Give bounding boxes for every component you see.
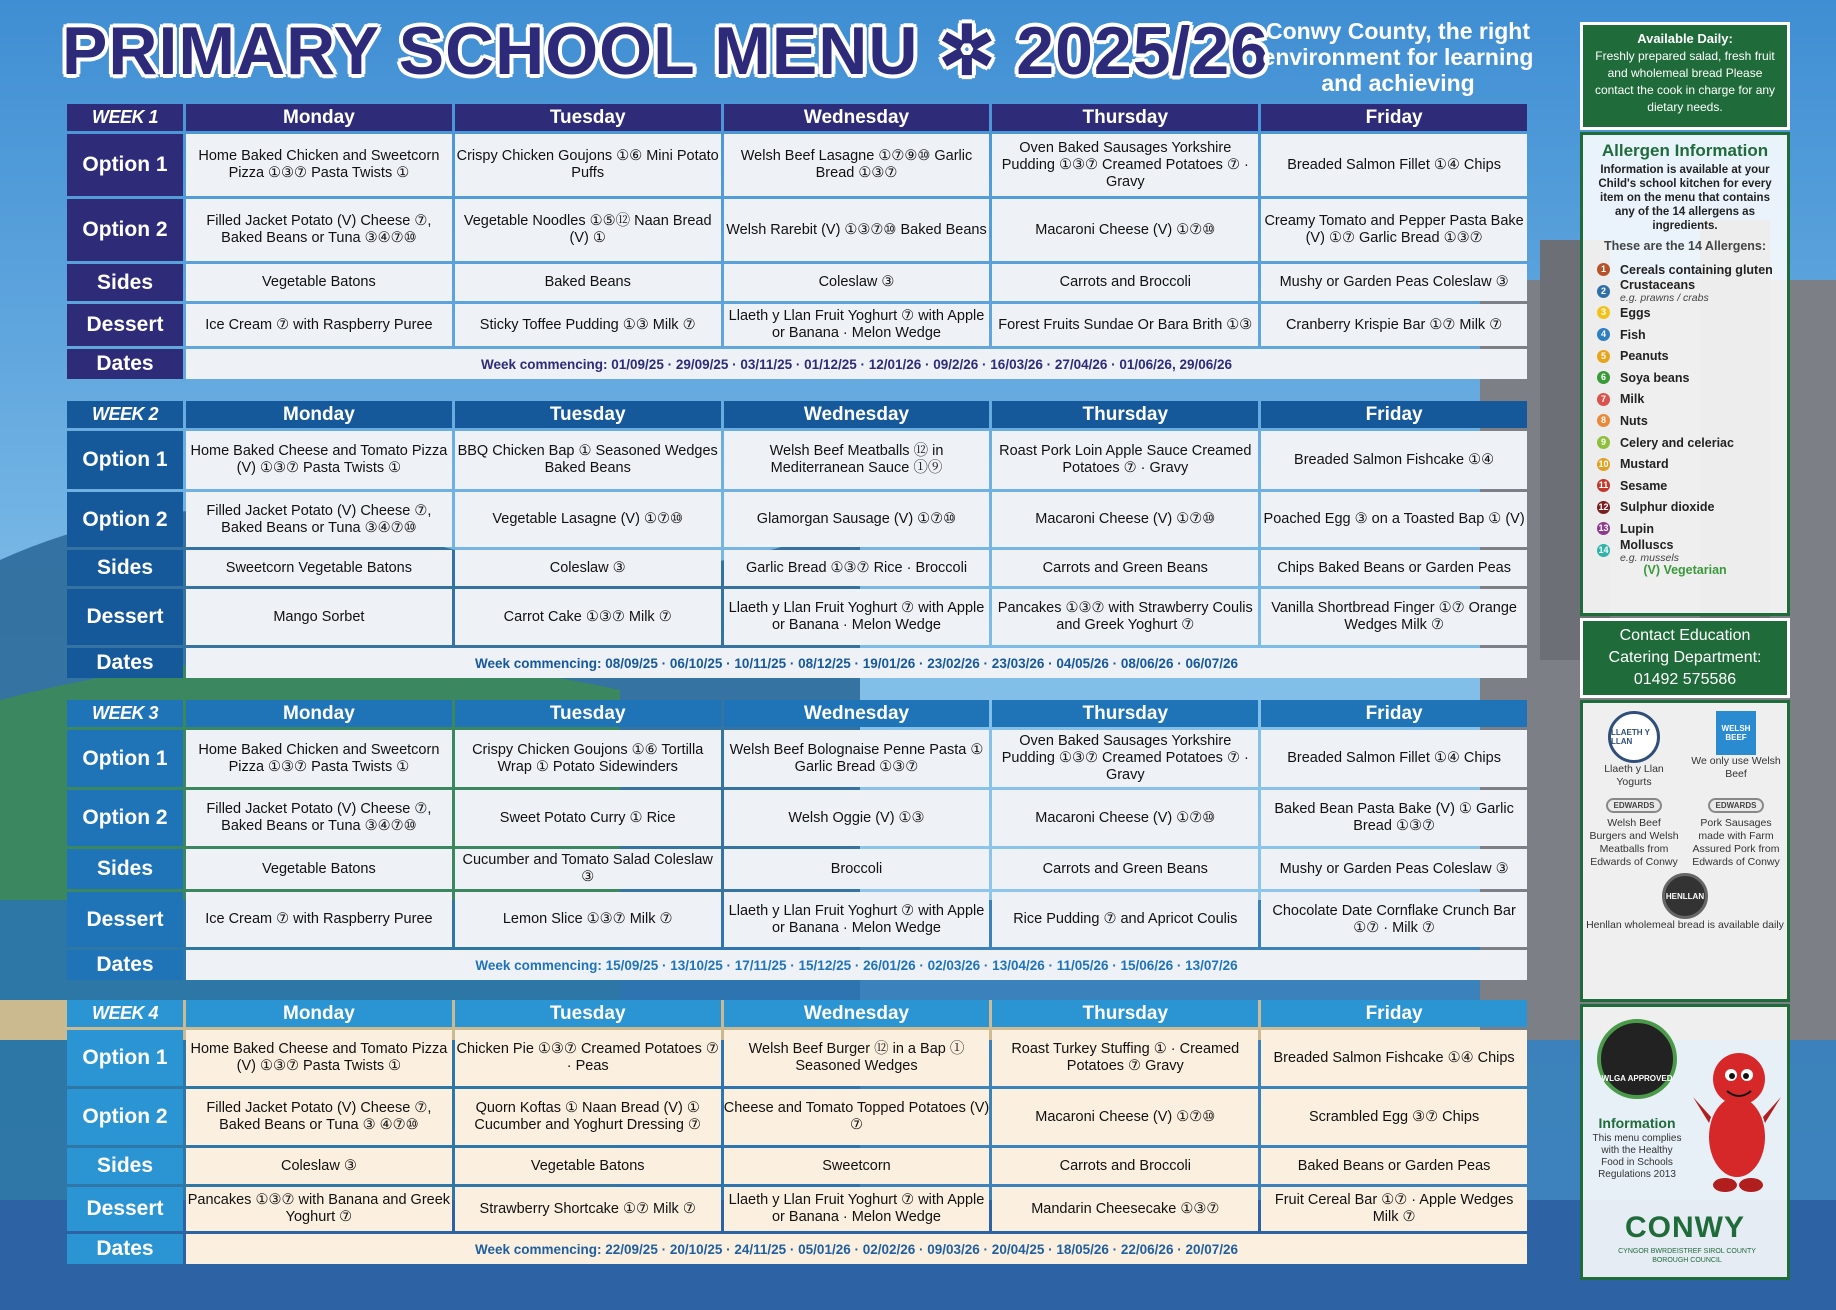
allergen-panel	[1580, 132, 1790, 616]
menu-cell: Llaeth y Llan Fruit Yoghurt ⑦ with Apple or Banana · Melon Wedge	[724, 589, 990, 645]
menu-cell: Vegetable Batons	[186, 264, 452, 301]
menu-cell: Mandarin Cheesecake ①③⑦	[992, 1187, 1258, 1231]
menu-cell: Macaroni Cheese (V) ①⑦⑩	[992, 199, 1258, 261]
allergen-name: Mustard	[1620, 457, 1669, 472]
menu-cell: Forest Fruits Sundae Or Bara Brith ①③	[992, 304, 1258, 346]
allergen-number-icon: 7	[1597, 393, 1610, 406]
day-monday: Monday	[186, 700, 452, 727]
contact-text: Contact Education Catering Department: 01492 575586	[1608, 627, 1762, 688]
allergen-example: e.g. mussels	[1620, 551, 1679, 564]
allergen-name: Crustaceans	[1620, 278, 1696, 293]
allergen-intro: Information is available at your Child's school kitchen for every item on the menu that contains any of the 14 allergens as ingredients.	[1598, 164, 1772, 232]
vegetarian-key: (V) Vegetarian	[1643, 563, 1727, 578]
allergen-name: Eggs	[1620, 305, 1651, 320]
allergen-item	[1597, 518, 1787, 540]
menu-cell: Oven Baked Sausages Yorkshire Pudding ①③⑦ Creamed Potatoes ⑦ · Gravy	[992, 134, 1258, 196]
allergen-number-icon: 5	[1597, 350, 1610, 363]
menu-cell: Breaded Salmon Fishcake ①④ Chips	[1261, 1030, 1527, 1086]
henllan-logo: HENLLAN	[1662, 873, 1708, 919]
day-tuesday: Tuesday	[455, 104, 721, 131]
menu-cell: Strawberry Shortcake ①⑦ Milk ⑦	[455, 1187, 721, 1231]
logo-caption: Pork Sausages made with Farm Assured Pork from Edwards of Conwy	[1692, 817, 1780, 868]
logo-caption: Henllan wholemeal bread is available daily	[1586, 919, 1784, 931]
allergen-item	[1597, 345, 1787, 367]
week-label: WEEK 2	[67, 401, 183, 428]
menu-cell: Chicken Pie ①③⑦ Creamed Potatoes ⑦ · Peas	[455, 1030, 721, 1086]
allergen-name: Cereals containing gluten	[1620, 262, 1773, 277]
menu-cell: Carrots and Green Beans	[992, 849, 1258, 889]
allergen-name: Peanuts	[1620, 349, 1669, 364]
menu-cell: Home Baked Chicken and Sweetcorn Pizza ①③⑦ Pasta Twists ①	[186, 134, 452, 196]
week-dates: Week commencing: 08/09/25 · 06/10/25 · 10/11/25 · 08/12/25 · 19/01/26 · 23/02/26 · 23/03/26 · 04/05/26 · 08/06/26 · 06/07/26	[186, 648, 1527, 678]
menu-cell: Filled Jacket Potato (V) Cheese ⑦, Baked Beans or Tuna ③④⑦⑩	[186, 199, 452, 261]
menu-cell: Lemon Slice ①③⑦ Milk ⑦	[455, 892, 721, 947]
allergen-title: Allergen Information	[1601, 141, 1769, 160]
row-label-dessert: Dessert	[67, 892, 183, 947]
allergen-item	[1597, 389, 1787, 411]
allergen-number-icon: 9	[1597, 436, 1610, 449]
menu-cell: Cheese and Tomato Topped Potatoes (V) ⑦	[724, 1089, 990, 1145]
dragon-mascot-icon	[1687, 1027, 1783, 1197]
menu-cell: Mushy or Garden Peas Coleslaw ③	[1261, 264, 1527, 301]
menu-cell: Vegetable Batons	[186, 849, 452, 889]
wlga-badge-icon	[1597, 1019, 1677, 1099]
menu-cell: Welsh Beef Bolognaise Penne Pasta ① Garlic Bread ①③⑦	[724, 730, 990, 787]
menu-cell: Welsh Rarebit (V) ①③⑦⑩ Baked Beans	[724, 199, 990, 261]
menu-cell: Roast Pork Loin Apple Sauce Creamed Potatoes ⑦ · Gravy	[992, 431, 1258, 489]
menu-cell: Crispy Chicken Goujons ①⑥ Mini Potato Puffs	[455, 134, 721, 196]
row-label-option-2: Option 2	[67, 199, 183, 261]
menu-cell: Ice Cream ⑦ with Raspberry Puree	[186, 892, 452, 947]
wlga-badge-text: WLGA APPROVED	[1601, 1074, 1673, 1083]
menu-cell: Glamorgan Sausage (V) ①⑦⑩	[724, 492, 990, 547]
allergen-item	[1597, 259, 1787, 281]
menu-cell: Filled Jacket Potato (V) Cheese ⑦, Baked Beans or Tuna ③④⑦⑩	[186, 790, 452, 846]
menu-cell: Pancakes ①③⑦ with Strawberry Coulis and Greek Yoghurt ⑦	[992, 589, 1258, 645]
menu-cell: Carrot Cake ①③⑦ Milk ⑦	[455, 589, 721, 645]
allergen-item	[1597, 475, 1787, 497]
logo-caption: We only use Welsh Beef	[1691, 755, 1781, 780]
menu-cell: Broccoli	[724, 849, 990, 889]
allergen-name: Sulphur dioxide	[1620, 500, 1715, 515]
menu-cell: Mushy or Garden Peas Coleslaw ③	[1261, 849, 1527, 889]
day-tuesday: Tuesday	[455, 1000, 721, 1027]
conwy-logo: CONWY	[1625, 1211, 1745, 1244]
allergen-item	[1597, 278, 1787, 305]
week-label: WEEK 1	[67, 104, 183, 131]
menu-cell: Sweet Potato Curry ① Rice	[455, 790, 721, 846]
menu-cell: Mango Sorbet	[186, 589, 452, 645]
menu-cell: Breaded Salmon Fishcake ①④	[1261, 431, 1527, 489]
suppliers-panel	[1580, 700, 1790, 1002]
row-label-option-2: Option 2	[67, 790, 183, 846]
menu-cell: Filled Jacket Potato (V) Cheese ⑦, Baked Beans or Tuna ③ ④⑦⑩	[186, 1089, 452, 1145]
menu-cell: Cranberry Krispie Bar ①⑦ Milk ⑦	[1261, 304, 1527, 346]
row-label-sides: Sides	[67, 1148, 183, 1184]
menu-cell: Welsh Beef Burger ⑫ in a Bap ① Seasoned Wedges	[724, 1030, 990, 1086]
menu-cell: Carrots and Green Beans	[992, 550, 1258, 586]
menu-cell: Baked Beans	[455, 264, 721, 301]
menu-cell: Ice Cream ⑦ with Raspberry Puree	[186, 304, 452, 346]
row-label-option-1: Option 1	[67, 431, 183, 489]
allergen-name: Milk	[1620, 392, 1645, 407]
allergen-item	[1597, 367, 1787, 389]
allergen-example: e.g. prawns / crabs	[1620, 292, 1709, 305]
allergen-number-icon: 14	[1598, 545, 1609, 556]
available-daily-text: Freshly prepared salad, fresh fruit and wholemeal bread Please contact the cook in charge for any dietary needs.	[1594, 49, 1776, 114]
allergen-number-icon: 4	[1597, 328, 1610, 341]
week-3-table	[64, 697, 1530, 983]
row-label-sides: Sides	[67, 550, 183, 586]
menu-cell: Breaded Salmon Fillet ①④ Chips	[1261, 730, 1527, 787]
menu-cell: Chocolate Date Cornflake Crunch Bar ①⑦ · Milk ⑦	[1261, 892, 1527, 947]
menu-cell: Coleslaw ③	[455, 550, 721, 586]
allergen-number-icon: 3	[1597, 306, 1610, 319]
row-label-dates: Dates	[67, 648, 183, 678]
allergen-item	[1597, 537, 1787, 564]
menu-cell: Baked Bean Pasta Bake (V) ① Garlic Bread ①③⑦	[1261, 790, 1527, 846]
available-daily-title: Available Daily:	[1637, 31, 1733, 46]
allergen-item	[1597, 453, 1787, 475]
allergen-name: Fish	[1620, 327, 1646, 342]
allergen-item	[1597, 432, 1787, 454]
allergen-name: Soya beans	[1620, 370, 1690, 385]
menu-cell: Oven Baked Sausages Yorkshire Pudding ①③⑦ Creamed Potatoes ⑦ · Gravy	[992, 730, 1258, 787]
allergen-name: Celery and celeriac	[1620, 435, 1734, 450]
allergen-number-icon: 12	[1598, 501, 1609, 512]
allergen-number-icon: 8	[1597, 414, 1610, 427]
menu-cell: BBQ Chicken Bap ① Seasoned Wedges Baked Beans	[455, 431, 721, 489]
day-friday: Friday	[1261, 1000, 1527, 1027]
menu-cell: Pancakes ①③⑦ with Banana and Greek Yoghurt ⑦	[186, 1187, 452, 1231]
day-monday: Monday	[186, 1000, 452, 1027]
allergen-name: Nuts	[1620, 413, 1648, 428]
menu-cell: Baked Beans or Garden Peas	[1261, 1148, 1527, 1184]
day-thursday: Thursday	[992, 1000, 1258, 1027]
menu-cell: Llaeth y Llan Fruit Yoghurt ⑦ with Apple or Banana · Melon Wedge	[724, 304, 990, 346]
menu-cell: Coleslaw ③	[724, 264, 990, 301]
day-wednesday: Wednesday	[724, 700, 990, 727]
row-label-sides: Sides	[67, 849, 183, 889]
menu-cell: Llaeth y Llan Fruit Yoghurt ⑦ with Apple or Banana · Melon Wedge	[724, 892, 990, 947]
row-label-dates: Dates	[67, 950, 183, 980]
allergen-name: Sesame	[1620, 478, 1668, 493]
edwards-logo: EDWARDS	[1708, 798, 1765, 813]
menu-cell: Welsh Beef Meatballs ⑫ in Mediterranean Sauce ①⑨	[724, 431, 990, 489]
page-title: PRIMARY SCHOOL MENU ✲ 2025/26	[62, 13, 1270, 89]
info-title: Information	[1598, 1115, 1676, 1131]
menu-cell: Vegetable Noodles ①⑤⑫ Naan Bread (V) ①	[455, 199, 721, 261]
week-dates: Week commencing: 01/09/25 · 29/09/25 · 03/11/25 · 01/12/25 · 12/01/26 · 09/2/26 · 16/03/26 · 27/04/26 · 01/06/26, 29/06/26	[186, 349, 1527, 379]
allergen-item	[1597, 302, 1787, 324]
menu-cell: Garlic Bread ①③⑦ Rice · Broccoli	[724, 550, 990, 586]
welsh-beef-logo: WELSH BEEF	[1716, 711, 1756, 755]
allergen-subtitle: These are the 14 Allergens:	[1603, 239, 1767, 253]
row-label-dessert: Dessert	[67, 304, 183, 346]
menu-cell: Vanilla Shortbread Finger ①⑦ Orange Wedges Milk ⑦	[1261, 589, 1527, 645]
row-label-option-2: Option 2	[67, 1089, 183, 1145]
tagline: Conwy County, the right environment for learning and achieving	[1262, 18, 1534, 96]
allergen-name: Lupin	[1620, 521, 1655, 536]
menu-cell: Quorn Koftas ① Naan Bread (V) ① Cucumber and Yoghurt Dressing ⑦	[455, 1089, 721, 1145]
menu-cell: Creamy Tomato and Pepper Pasta Bake (V) ①⑦ Garlic Bread ①③⑦	[1261, 199, 1527, 261]
row-label-dessert: Dessert	[67, 589, 183, 645]
menu-cell: Macaroni Cheese (V) ①⑦⑩	[992, 1089, 1258, 1145]
week-label: WEEK 4	[67, 1000, 183, 1027]
day-thursday: Thursday	[992, 401, 1258, 428]
menu-cell: Llaeth y Llan Fruit Yoghurt ⑦ with Apple or Banana · Melon Wedge	[724, 1187, 990, 1231]
row-label-option-2: Option 2	[67, 492, 183, 547]
menu-cell: Crispy Chicken Goujons ①⑥ Tortilla Wrap ① Potato Sidewinders	[455, 730, 721, 787]
menu-cell: Carrots and Broccoli	[992, 264, 1258, 301]
menu-cell: Coleslaw ③	[186, 1148, 452, 1184]
menu-cell: Home Baked Chicken and Sweetcorn Pizza ①③⑦ Pasta Twists ①	[186, 730, 452, 787]
menu-cell: Home Baked Cheese and Tomato Pizza (V) ①③⑦ Pasta Twists ①	[186, 1030, 452, 1086]
menu-cell: Fruit Cereal Bar ①⑦ · Apple Wedges Milk ⑦	[1261, 1187, 1527, 1231]
row-label-option-1: Option 1	[67, 730, 183, 787]
menu-cell: Breaded Salmon Fillet ①④ Chips	[1261, 134, 1527, 196]
contact-box	[1580, 618, 1790, 698]
allergen-number-icon: 6	[1597, 371, 1610, 384]
info-text: This menu complies with the Healthy Food in Schools Regulations 2013	[1592, 1133, 1682, 1180]
menu-cell: Roast Turkey Stuffing ① · Creamed Potatoes ⑦ Gravy	[992, 1030, 1258, 1086]
row-label-dates: Dates	[67, 349, 183, 379]
day-monday: Monday	[186, 401, 452, 428]
allergen-list	[1597, 259, 1787, 564]
day-friday: Friday	[1261, 401, 1527, 428]
day-wednesday: Wednesday	[724, 401, 990, 428]
week-dates: Week commencing: 22/09/25 · 20/10/25 · 24/11/25 · 05/01/26 · 02/02/26 · 09/03/26 · 20/04/25 · 18/05/26 · 22/06/26 · 20/07/26	[186, 1234, 1527, 1264]
week-dates: Week commencing: 15/09/25 · 13/10/25 · 17/11/25 · 15/12/25 · 26/01/26 · 02/03/26 · 13/04/26 · 11/05/26 · 15/06/26 · 13/07/26	[186, 950, 1527, 980]
allergen-item	[1597, 410, 1787, 432]
menu-cell: Carrots and Broccoli	[992, 1148, 1258, 1184]
week-4-table	[64, 997, 1530, 1267]
menu-cell: Macaroni Cheese (V) ①⑦⑩	[992, 790, 1258, 846]
day-wednesday: Wednesday	[724, 104, 990, 131]
menu-cell: Welsh Oggie (V) ①③	[724, 790, 990, 846]
day-tuesday: Tuesday	[455, 401, 721, 428]
allergen-number-icon: 1	[1597, 263, 1610, 276]
allergen-item	[1597, 324, 1787, 346]
menu-cell: Home Baked Cheese and Tomato Pizza (V) ①③⑦ Pasta Twists ①	[186, 431, 452, 489]
day-thursday: Thursday	[992, 700, 1258, 727]
menu-cell: Poached Egg ③ on a Toasted Bap ① (V)	[1261, 492, 1527, 547]
week-label: WEEK 3	[67, 700, 183, 727]
logo-caption: Llaeth y Llan Yogurts	[1604, 763, 1664, 788]
allergen-name: Molluscs	[1620, 537, 1674, 552]
allergen-number-icon: 2	[1597, 285, 1610, 298]
logo-caption: Welsh Beef Burgers and Welsh Meatballs from Edwards of Conwy	[1589, 817, 1679, 868]
day-thursday: Thursday	[992, 104, 1258, 131]
menu-cell: Scrambled Egg ③⑦ Chips	[1261, 1089, 1527, 1145]
menu-cell: Vegetable Batons	[455, 1148, 721, 1184]
week-1-table	[64, 101, 1530, 382]
menu-cell: Macaroni Cheese (V) ①⑦⑩	[992, 492, 1258, 547]
day-friday: Friday	[1261, 700, 1527, 727]
allergen-number-icon: 13	[1598, 523, 1609, 534]
allergen-number-icon: 11	[1598, 480, 1609, 491]
row-label-dates: Dates	[67, 1234, 183, 1264]
menu-cell: Welsh Beef Lasagne ①⑦⑨⑩ Garlic Bread ①③⑦	[724, 134, 990, 196]
conwy-subtitle: CYNGOR BWRDEISTREF SIROL COUNTY BOROUGH COUNCIL	[1618, 1248, 1756, 1264]
allergen-number-icon: 10	[1598, 458, 1609, 469]
row-label-sides: Sides	[67, 264, 183, 301]
info-panel	[1580, 1004, 1790, 1280]
day-friday: Friday	[1261, 104, 1527, 131]
menu-cell: Rice Pudding ⑦ and Apricot Coulis	[992, 892, 1258, 947]
row-label-option-1: Option 1	[67, 134, 183, 196]
day-tuesday: Tuesday	[455, 700, 721, 727]
week-2-table	[64, 398, 1530, 681]
day-monday: Monday	[186, 104, 452, 131]
available-daily-box	[1580, 22, 1790, 130]
day-wednesday: Wednesday	[724, 1000, 990, 1027]
menu-cell: Sweetcorn	[724, 1148, 990, 1184]
edwards-logo: EDWARDS	[1606, 798, 1663, 813]
menu-cell: Sticky Toffee Pudding ①③ Milk ⑦	[455, 304, 721, 346]
allergen-item	[1597, 497, 1787, 519]
menu-cell: Chips Baked Beans or Garden Peas	[1261, 550, 1527, 586]
llaeth-y-llan-logo: LLAETH Y LLAN	[1608, 711, 1660, 763]
row-label-option-1: Option 1	[67, 1030, 183, 1086]
menu-cell: Vegetable Lasagne (V) ①⑦⑩	[455, 492, 721, 547]
menu-cell: Sweetcorn Vegetable Batons	[186, 550, 452, 586]
menu-cell: Cucumber and Tomato Salad Coleslaw ③	[455, 849, 721, 889]
menu-cell: Filled Jacket Potato (V) Cheese ⑦, Baked Beans or Tuna ③④⑦⑩	[186, 492, 452, 547]
row-label-dessert: Dessert	[67, 1187, 183, 1231]
